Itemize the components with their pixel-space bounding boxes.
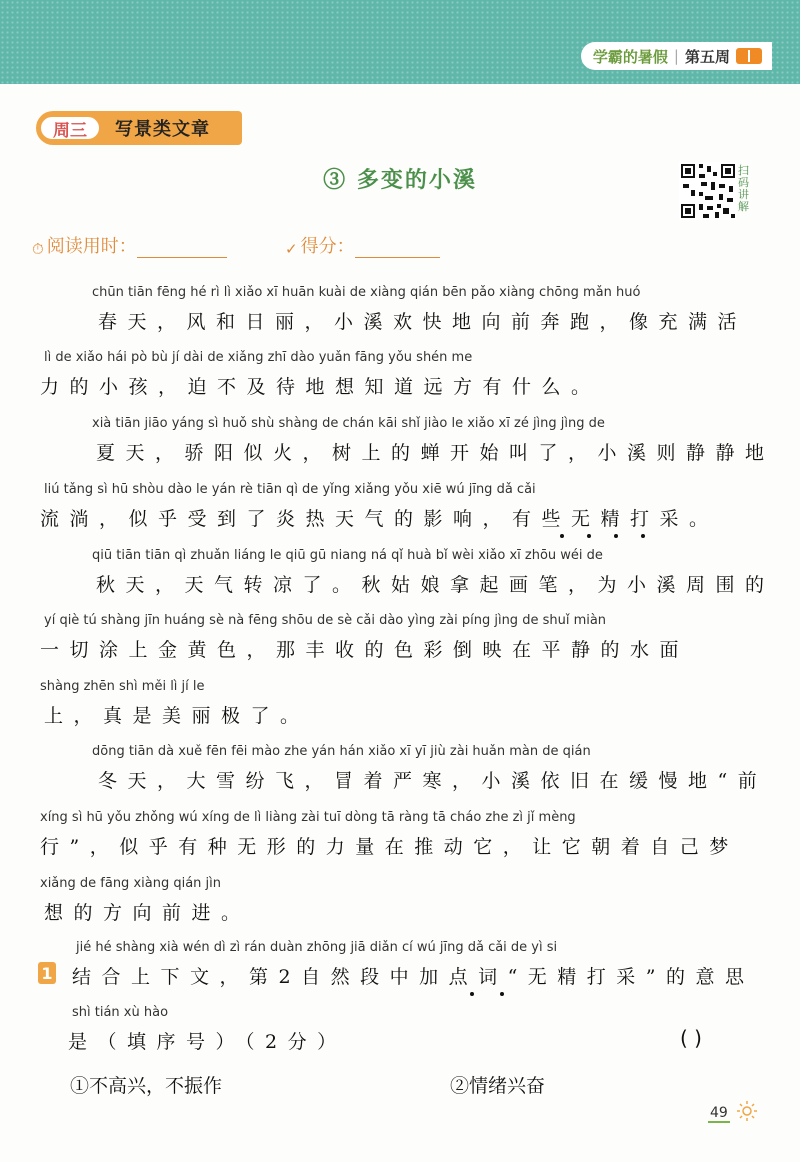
check-circle-icon: ✓ [285,240,298,258]
book-tab [581,42,772,70]
pinyin-line: qiū tiān tiān qì zhuǎn liáng le qiū gū niang ná qǐ huà bǐ wèi xiǎo xī zhōu wéi de [92,548,603,563]
question-text: 结合上下文，第2自然段中加点词“无精打采”的意思 [72,966,755,988]
hanzi-line: 春天，风和日丽，小溪欢快地向前奔跑，像充满活 [98,311,748,333]
week-label: 第五周 [684,47,730,66]
text-line-3 [0,416,800,476]
tab-separator: | [673,47,679,65]
pinyin-line: shàng zhēn shì měi lì jí le [40,679,205,694]
pinyin-line: chūn tiān fēng hé rì lì xiǎo xī huān kuài de xiàng qián bēn pǎo xiàng chōng mǎn huó [92,285,641,300]
section-badge [36,111,242,145]
emphasis-dot [500,992,504,996]
reading-time-blank[interactable] [137,237,227,258]
reading-time [32,232,227,258]
score-label: 得分： [300,236,355,257]
hanzi-line: 秋天，天气转凉了。秋姑娘拿起画笔，为小溪周围的 [96,574,775,596]
text-line-2 [0,350,800,410]
text-line-8 [0,744,800,804]
book-name: 学霸的暑假 [592,47,668,66]
hanzi-line: 行”，似乎有种无形的力量在推动它，让它朝着自己梦 [40,836,739,858]
option-2[interactable]: ②情绪兴奋 [450,1075,546,1097]
stopwatch-icon: ⏱ [32,240,44,258]
hanzi-line: 夏天，骄阳似火，树上的蝉开始叫了，小溪则静静地 [96,442,775,464]
hanzi-line: 一切涂上金黄色，那丰收的色彩倒映在平静的水面 [40,639,690,661]
text-line-10 [0,876,800,936]
topic-label: 写景类文章 [115,119,210,140]
pinyin-line: xiǎng de fāng xiàng qián jìn [40,876,222,891]
pinyin-line: lì de xiǎo hái pò bù jí dài de xiǎng zhī dào yuǎn fāng yǒu shén me [44,350,473,365]
hanzi-line: 流淌，似乎受到了炎热天气的影响，有些无精打采。 [40,508,719,530]
hanzi-line: 冬天，大雪纷飞，冒着严寒，小溪依旧在缓慢地“前 [98,770,768,792]
question-text: 是（填序号）（2分） [68,1031,347,1053]
score [285,232,440,258]
question-line-1 [0,940,800,1000]
qr-code-icon[interactable] [679,162,737,220]
emphasis-dot [614,534,618,538]
text-line-7 [0,679,800,739]
hanzi-line: 想的方向前进。 [44,902,251,924]
hanzi-line: 力的小孩，迫不及待地想知道远方有什么。 [40,376,601,398]
text-line-9 [0,810,800,870]
text-line-6 [0,613,800,673]
answer-blank[interactable]: ( ) [680,1026,702,1050]
emphasis-dot [470,992,474,996]
pinyin-line: jié hé shàng xià wén dì zì rán duàn zhōng jiā diǎn cí wú jīng dǎ cǎi de yì si [76,940,558,955]
day-label: 周三 [39,115,101,141]
score-blank[interactable] [355,237,440,258]
emphasis-dot [641,534,645,538]
pinyin-line: shì tián xù hào [72,1005,169,1020]
pinyin-line: yí qiè tú shàng jīn huáng sè nà fēng shōu de sè cǎi dào yìng zài píng jìng de shuǐ miàn [44,613,607,628]
pinyin-line: xià tiān jiāo yáng sì huǒ shù shàng de chán kāi shǐ jiào le xiǎo xī zé jìng jìng de [92,416,605,431]
article-title: ③ 多变的小溪 [323,167,477,193]
emphasis-dot [560,534,564,538]
pinyin-line: dōng tiān dà xuě fēn fēi mào zhe yán hán xiǎo xī yī jiù zài huǎn màn de qián [92,744,591,759]
option-1[interactable]: ①不高兴，不振作 [70,1075,223,1097]
pinyin-line: xíng sì hū yǒu zhǒng wú xíng de lì liàng zài tuī dòng tā ràng tā cháo zhe zì jǐ mèng [40,810,576,825]
page-number: 49 [710,1105,728,1121]
reading-time-label: 阅读用时： [46,236,137,257]
question-number: 1 [38,962,56,984]
qr-label: 扫码讲解 [738,164,749,213]
pinyin-line: liú tǎng sì hū shòu dào le yán rè tiān qì de yǐng xiǎng yǒu xiē wú jīng dǎ cǎi [44,482,536,497]
book-icon [736,48,762,64]
text-line-4 [0,482,800,542]
hanzi-line: 上，真是美丽极了。 [44,705,310,727]
text-line-5 [0,548,800,608]
emphasis-dot [587,534,591,538]
sun-icon [736,1100,758,1122]
text-line-1 [0,285,800,345]
